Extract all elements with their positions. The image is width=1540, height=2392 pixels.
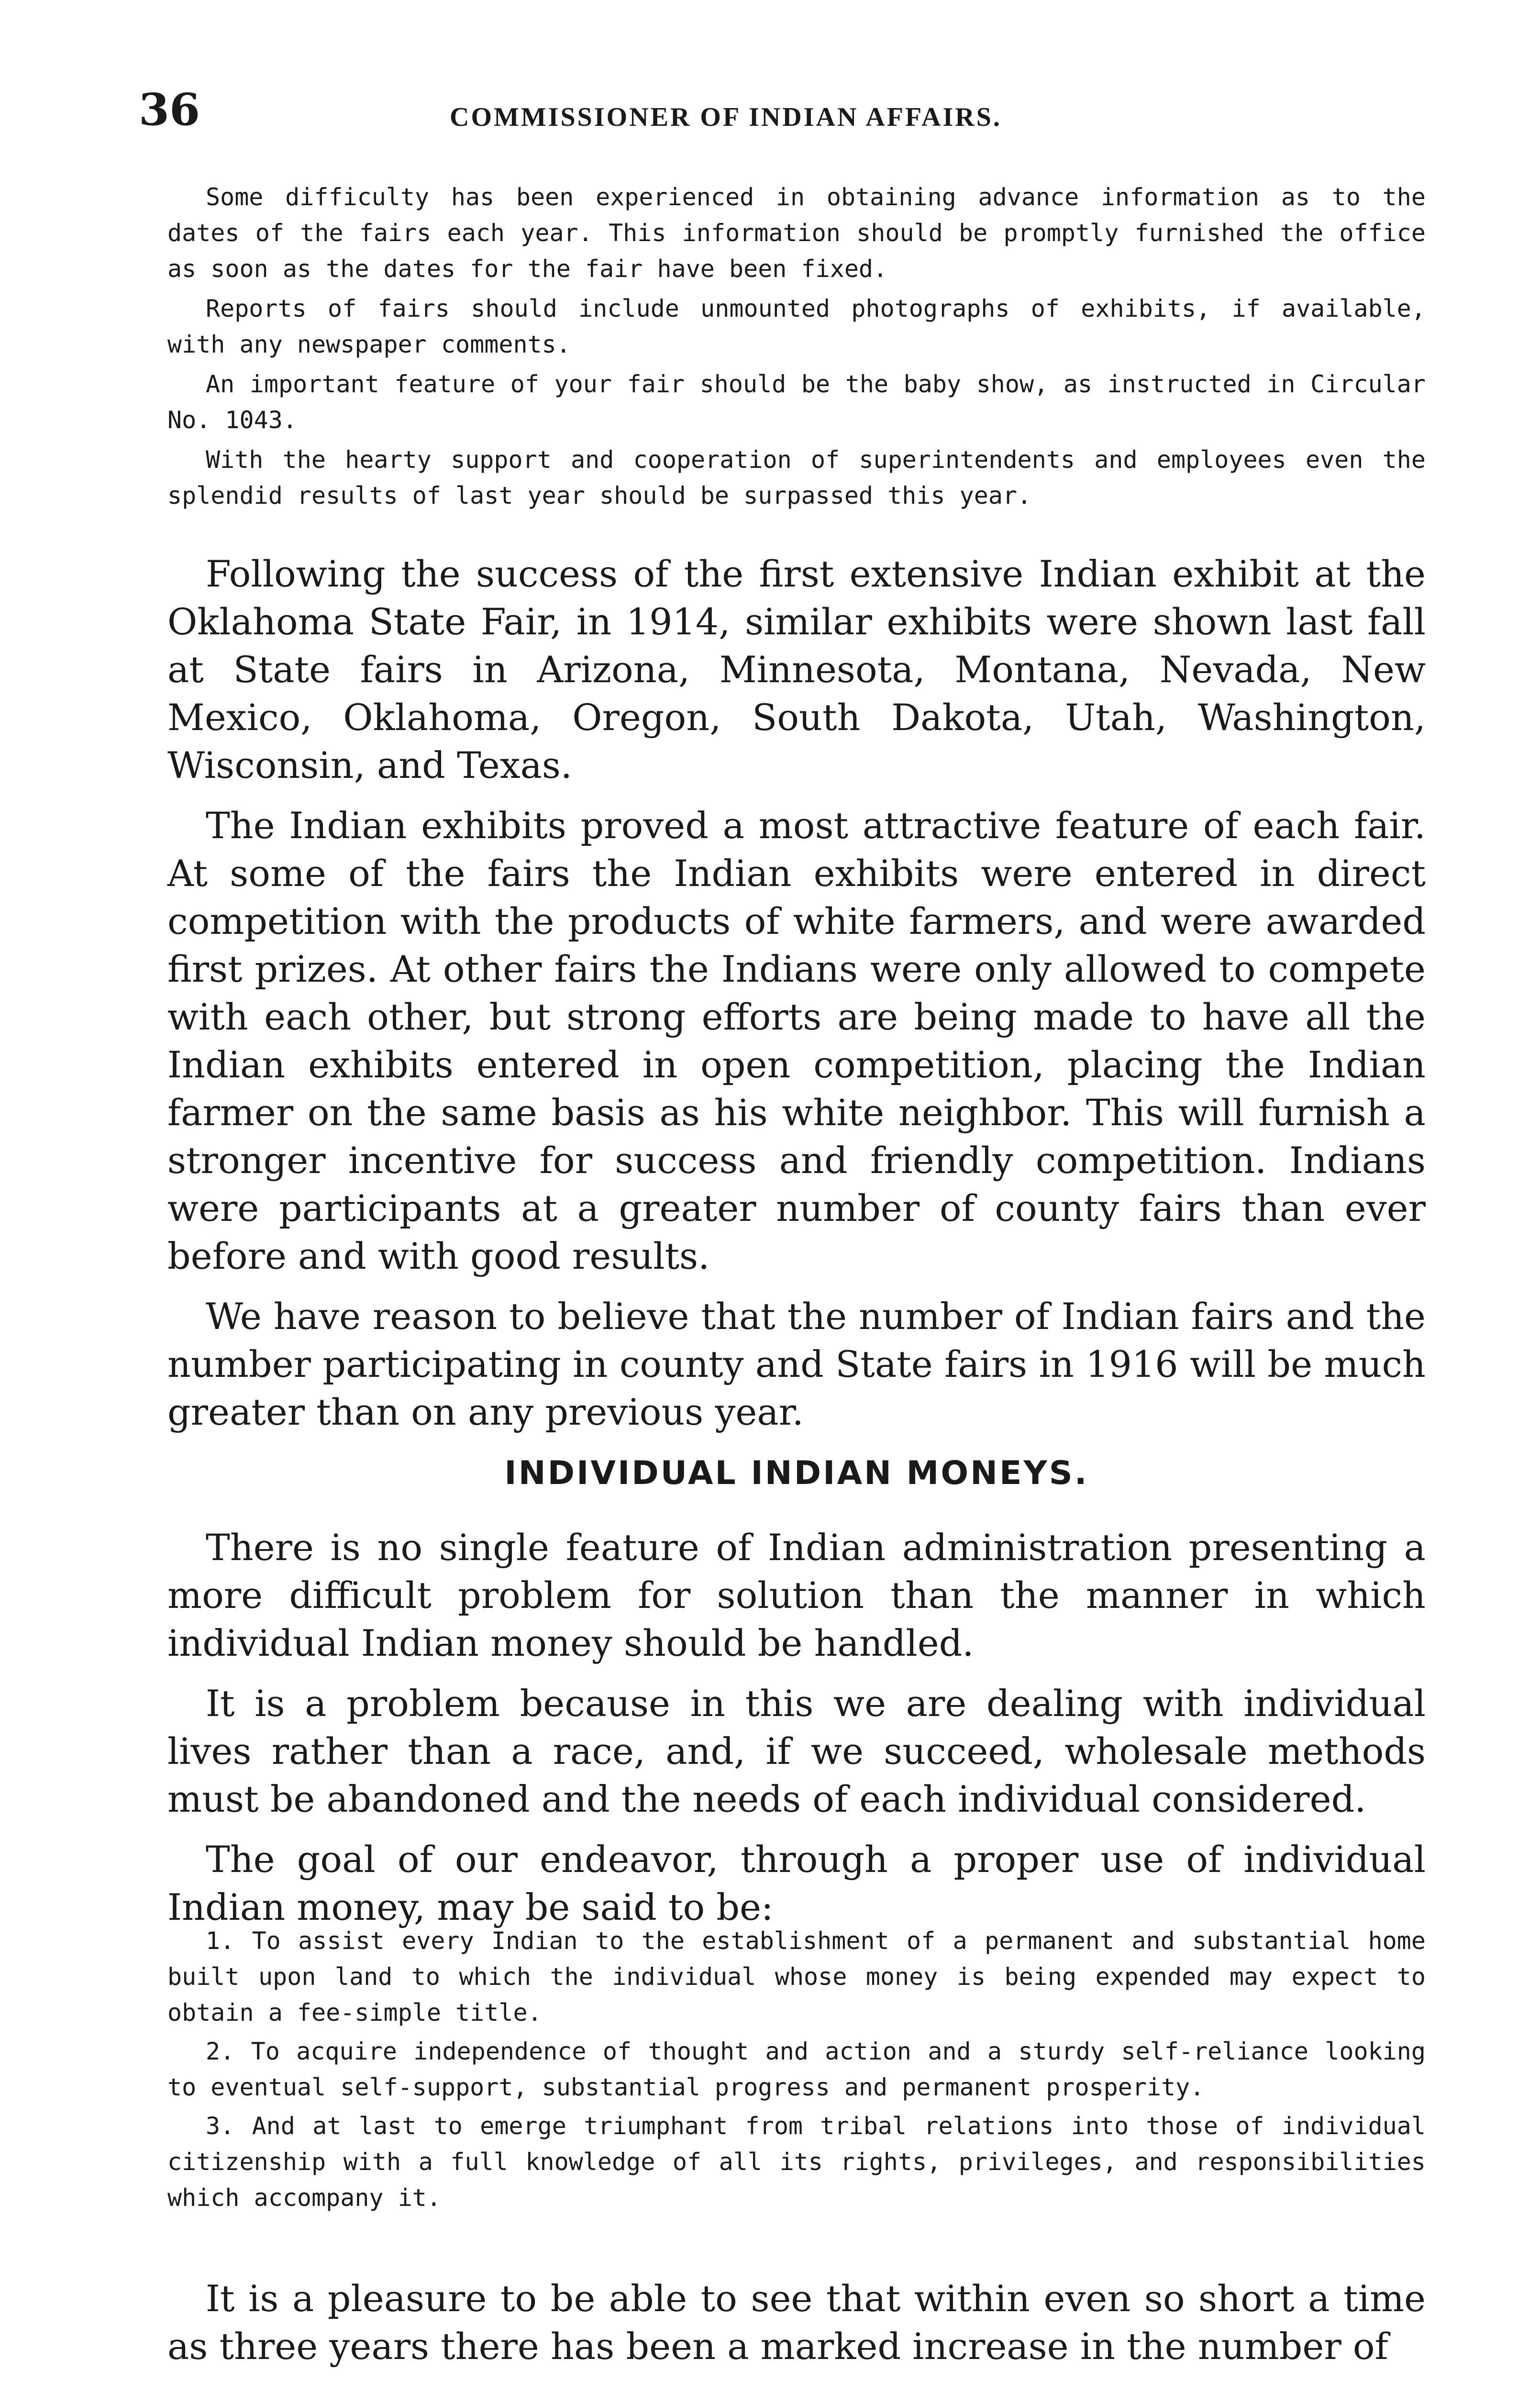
body-paragraph: It is a problem because in this we are dealing with individual lives rather than a race, and, if we succeed, wholesale methods must be abandoned and the needs of each individual considered. [167, 1682, 1426, 1820]
circular-paragraph: Reports of fairs should include unmounted photographs of exhibits, if available, with any newspaper comments. [167, 295, 1426, 358]
body-paragraph: The Indian exhibits proved a most attractive feature of each fair. At some of the fairs the Indian exhibits were entered in direct competition with the products of white farmers, and were awarded first prizes. At other fairs the Indians were only allowed to compete with each other, but strong efforts are being made to have all the Indian exhibits entered in open competition, placing the Indian farmer on the same basis as his white neighbor. This will furnish a stronger incentive for success and friendly competition. Indians were participants at a greater number of county fairs than ever before and with good results. [167, 804, 1426, 1277]
body-paragraph: There is no single feature of Indian administration presenting a more difficult problem for solution than the manner in which individual Indian money should be handled. [167, 1526, 1426, 1664]
goals-list [167, 1923, 1426, 2219]
section-heading: INDIVIDUAL INDIAN MONEYS. [504, 1454, 1089, 1492]
body-paragraph: The goal of our endeavor, through a proper use of individual Indian money, may be said to be: [167, 1838, 1426, 1928]
page-number: 36 [139, 84, 200, 135]
body-paragraph: Following the success of the first extensive Indian exhibit at the Oklahoma State Fair, in 1914, similar exhibits were shown last fall at State fairs in Arizona, Minnesota, Montana, Nevada, New Mexico, Oklahoma, Oregon, South Dakota, Utah, Washington, Wisconsin, and Texas. [167, 553, 1426, 786]
page-header [139, 84, 1421, 151]
goal-item: 1. To assist every Indian to the establishment of a permanent and substantial home built upon land to which the individual whose money is being expended may expect to obtain a fee-simple title. [167, 1927, 1426, 2027]
circular-paragraph: Some difficulty has been experienced in obtaining advance information as to the dates of the fairs each year. This information should be promptly furnished the office as soon as the dates for the fair have been fixed. [167, 183, 1426, 283]
circular-paragraph: With the hearty support and cooperation of superintendents and employees even the splendid results of last year should be surpassed this year. [167, 446, 1426, 509]
body-paragraph: We have reason to believe that the number of Indian fairs and the number participating in county and State fairs in 1916 will be much greater than on any previous year. [167, 1295, 1426, 1433]
running-head: COMMISSIONER OF INDIAN AFFAIRS. [450, 102, 1002, 132]
fair-section [167, 550, 1426, 1449]
circular-excerpt [167, 179, 1426, 518]
closing-section [167, 2275, 1426, 2383]
closing-paragraph: It is a pleasure to be able to see that within even so short a time as three years there has been a marked increase in the number of [167, 2277, 1426, 2368]
goal-item: 3. And at last to emerge triumphant from tribal relations into those of individual citizenship with a full knowledge of all its rights, privileges, and responsibilities which accompany it. [167, 2112, 1426, 2212]
goal-item: 2. To acquire independence of thought and action and a sturdy self-reliance looking to eventual self-support, substantial progress and permanent prosperity. [167, 2038, 1426, 2101]
circular-paragraph: An important feature of your fair should be the baby show, as instructed in Circular No. 1043. [167, 370, 1426, 434]
moneys-section [167, 1524, 1426, 1944]
